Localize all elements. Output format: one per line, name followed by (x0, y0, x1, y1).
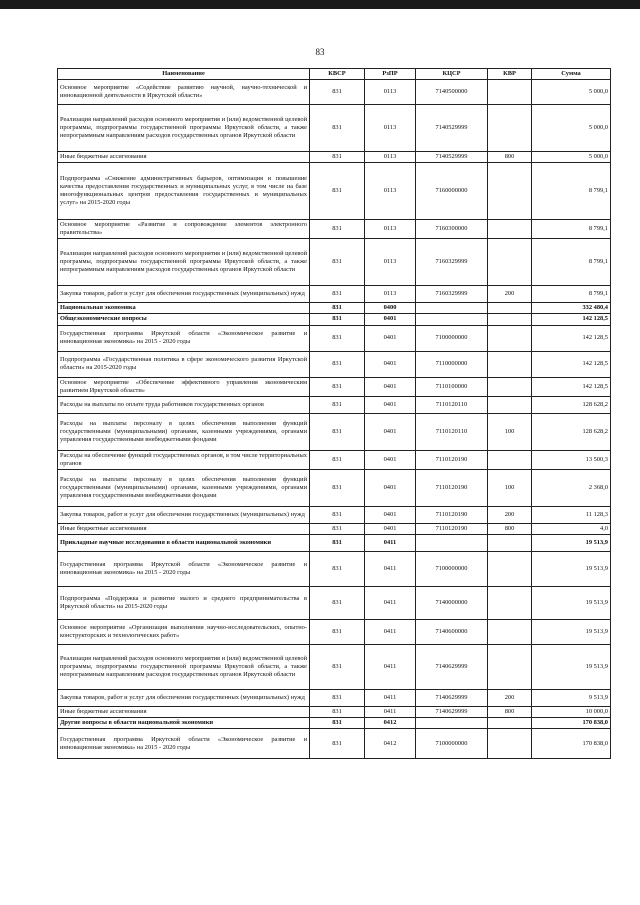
row-name: Реализация направлений расходов основного мероприятия и (или) ведомственной целевой программы, подпрограммы государственной программы Иркутской области, а также непрограммным направлениям расходов государственных органов Иркутской области (58, 239, 310, 286)
row-name: Иные бюджетные ассигнования (58, 707, 310, 718)
row-name: Подпрограмма «Государственная политика в сфере экономического развития Иркутской области» на 2015-2020 годы (58, 351, 310, 377)
row-name: Иные бюджетные ассигнования (58, 152, 310, 163)
row-kvsr: 831 (310, 239, 365, 286)
row-kcsr: 7110120190 (416, 450, 488, 469)
row-name: Основное мероприятие «Обеспечение эффективного управления экономическим развитием Иркутской области» (58, 377, 310, 396)
row-rzpr: 0401 (365, 506, 416, 523)
row-kvr (488, 620, 532, 645)
row-name: Общеэкономические вопросы (58, 314, 310, 325)
row-sum: 142 128,5 (532, 325, 611, 351)
row-kvsr: 831 (310, 80, 365, 105)
row-sum: 170 838,0 (532, 718, 611, 729)
table-row (58, 239, 611, 286)
row-sum: 13 500,3 (532, 450, 611, 469)
table-row (58, 152, 611, 163)
row-kvsr: 831 (310, 220, 365, 239)
row-kvr (488, 396, 532, 413)
row-kcsr: 7110120190 (416, 523, 488, 534)
row-kvsr: 831 (310, 396, 365, 413)
row-kcsr: 7110000000 (416, 351, 488, 377)
row-sum: 19 513,9 (532, 587, 611, 620)
header-name: Наименование (58, 69, 310, 80)
table-row (58, 718, 611, 729)
table-row (58, 552, 611, 587)
table-row (58, 286, 611, 303)
row-name: Закупка товаров, работ и услуг для обеспечения государственных (муниципальных) нужд (58, 286, 310, 303)
row-name: Иные бюджетные ассигнования (58, 523, 310, 534)
row-kvsr: 831 (310, 506, 365, 523)
row-sum: 142 128,5 (532, 377, 611, 396)
row-kvsr: 831 (310, 450, 365, 469)
row-kvr (488, 587, 532, 620)
row-name: Основное мероприятие «Организация выполнения научно-исследовательских, опытно-конструкторских и технологических работ» (58, 620, 310, 645)
table-row (58, 645, 611, 690)
row-kvsr: 831 (310, 523, 365, 534)
row-sum: 5 000,0 (532, 105, 611, 152)
row-kvsr: 831 (310, 620, 365, 645)
row-name: Реализация направлений расходов основного мероприятия и (или) ведомственной целевой программы, подпрограммы государственной программы Иркутской области, а также непрограммным направлениям расходов государственных органов Иркутской области (58, 105, 310, 152)
row-kcsr: 7140500000 (416, 80, 488, 105)
row-kcsr: 7160300000 (416, 220, 488, 239)
row-kvr (488, 80, 532, 105)
row-kcsr: 7140529999 (416, 105, 488, 152)
page-number: 83 (315, 47, 325, 57)
row-kcsr: 7140529999 (416, 152, 488, 163)
row-kvsr: 831 (310, 707, 365, 718)
row-name: Государственная программа Иркутской области «Экономическое развитие и инновационная экономика» на 2015 - 2020 годы (58, 729, 310, 759)
row-kvr (488, 729, 532, 759)
row-kvr (488, 552, 532, 587)
row-kvsr: 831 (310, 325, 365, 351)
row-name: Расходы на выплаты по оплате труда работников государственных органов (58, 396, 310, 413)
row-kvsr: 831 (310, 163, 365, 220)
row-kcsr: 7100000000 (416, 325, 488, 351)
row-rzpr: 0113 (365, 163, 416, 220)
row-rzpr: 0401 (365, 314, 416, 325)
row-kvsr: 831 (310, 729, 365, 759)
table-row (58, 220, 611, 239)
row-kvr (488, 163, 532, 220)
row-kvsr: 831 (310, 286, 365, 303)
row-rzpr: 0401 (365, 413, 416, 450)
row-sum: 19 513,9 (532, 535, 611, 552)
row-name: Основное мероприятие «Развитие и сопровождение элементов электронного правительства» (58, 220, 310, 239)
table-row (58, 535, 611, 552)
row-rzpr: 0400 (365, 303, 416, 314)
row-kcsr (416, 718, 488, 729)
row-rzpr: 0401 (365, 351, 416, 377)
row-kvsr: 831 (310, 377, 365, 396)
row-kvr: 800 (488, 707, 532, 718)
row-rzpr: 0113 (365, 80, 416, 105)
table-header-row (58, 69, 611, 80)
row-name: Закупка товаров, работ и услуг для обеспечения государственных (муниципальных) нужд (58, 690, 310, 707)
row-kvr (488, 105, 532, 152)
table-row (58, 413, 611, 450)
row-name: Государственная программа Иркутской области «Экономическое развитие и инновационная экономика» на 2015 - 2020 годы (58, 325, 310, 351)
row-kvsr: 831 (310, 314, 365, 325)
row-kvsr: 831 (310, 351, 365, 377)
row-sum: 8 799,1 (532, 220, 611, 239)
row-kvr (488, 535, 532, 552)
row-kvr: 800 (488, 523, 532, 534)
table-row (58, 523, 611, 534)
table-row (58, 469, 611, 506)
row-kcsr: 7100000000 (416, 729, 488, 759)
table-row (58, 450, 611, 469)
row-sum: 8 799,1 (532, 163, 611, 220)
row-kvr: 100 (488, 413, 532, 450)
row-kcsr: 7140629999 (416, 707, 488, 718)
header-sum: Сумма (532, 69, 611, 80)
row-kcsr: 7110120190 (416, 469, 488, 506)
row-kvr (488, 325, 532, 351)
row-rzpr: 0401 (365, 377, 416, 396)
row-kcsr (416, 314, 488, 325)
row-kvr (488, 450, 532, 469)
row-name: Государственная программа Иркутской области «Экономическое развитие и инновационная экономика» на 2015 - 2020 годы (58, 552, 310, 587)
row-kcsr: 7110120110 (416, 396, 488, 413)
row-sum: 332 480,4 (532, 303, 611, 314)
row-sum: 142 128,5 (532, 314, 611, 325)
row-kvr (488, 239, 532, 286)
row-kcsr: 7140629999 (416, 645, 488, 690)
table-row (58, 587, 611, 620)
row-rzpr: 0411 (365, 690, 416, 707)
row-kvsr: 831 (310, 469, 365, 506)
table-row (58, 314, 611, 325)
table-row (58, 351, 611, 377)
row-sum: 170 838,0 (532, 729, 611, 759)
table-row (58, 620, 611, 645)
row-rzpr: 0411 (365, 645, 416, 690)
row-kvr: 200 (488, 506, 532, 523)
row-sum: 128 628,2 (532, 413, 611, 450)
row-kvsr: 831 (310, 718, 365, 729)
row-rzpr: 0411 (365, 535, 416, 552)
scan-top-border (0, 0, 640, 9)
row-kvr (488, 220, 532, 239)
row-kvsr: 831 (310, 413, 365, 450)
row-rzpr: 0401 (365, 396, 416, 413)
table-row (58, 105, 611, 152)
row-kvsr: 831 (310, 303, 365, 314)
header-kvsr: КВСР (310, 69, 365, 80)
row-sum: 19 513,9 (532, 620, 611, 645)
row-sum: 11 128,3 (532, 506, 611, 523)
row-name: Прикладные научные исследования в области национальной экономики (58, 535, 310, 552)
row-kvsr: 831 (310, 645, 365, 690)
table-row (58, 80, 611, 105)
header-rzpr: РзПР (365, 69, 416, 80)
table-row (58, 325, 611, 351)
row-kcsr: 7140629999 (416, 690, 488, 707)
row-sum: 8 799,1 (532, 239, 611, 286)
row-name: Расходы на выплаты персоналу в целях обеспечения выполнения функций государственными (муниципальными) органами, казенными учреждениями, органами управления государственными внебюджетными фондами (58, 469, 310, 506)
row-sum: 19 513,9 (532, 645, 611, 690)
row-sum: 10 000,0 (532, 707, 611, 718)
row-name: Реализация направлений расходов основного мероприятия и (или) ведомственной целевой программы, подпрограммы государственной программы Иркутской области, а также непрограммным направлениям расходов государственных органов Иркутской области (58, 645, 310, 690)
table-row (58, 506, 611, 523)
row-kvsr: 831 (310, 587, 365, 620)
row-kvsr: 831 (310, 535, 365, 552)
row-name: Закупка товаров, работ и услуг для обеспечения государственных (муниципальных) нужд (58, 506, 310, 523)
row-kcsr (416, 535, 488, 552)
row-kcsr: 7160000000 (416, 163, 488, 220)
row-kvsr: 831 (310, 690, 365, 707)
row-kvr (488, 314, 532, 325)
row-sum: 5 000,0 (532, 80, 611, 105)
row-sum: 142 128,5 (532, 351, 611, 377)
row-rzpr: 0411 (365, 620, 416, 645)
table-row (58, 396, 611, 413)
row-kvr (488, 377, 532, 396)
row-kcsr: 7160329999 (416, 286, 488, 303)
row-kcsr: 7140600000 (416, 620, 488, 645)
table-row (58, 303, 611, 314)
row-kcsr: 7110100000 (416, 377, 488, 396)
row-rzpr: 0113 (365, 220, 416, 239)
row-rzpr: 0401 (365, 469, 416, 506)
row-sum: 128 628,2 (532, 396, 611, 413)
table-row (58, 707, 611, 718)
row-kvsr: 831 (310, 152, 365, 163)
row-rzpr: 0411 (365, 552, 416, 587)
row-kcsr: 7110120110 (416, 413, 488, 450)
row-kcsr: 7140000000 (416, 587, 488, 620)
row-kvr: 200 (488, 286, 532, 303)
row-rzpr: 0412 (365, 718, 416, 729)
row-sum: 9 513,9 (532, 690, 611, 707)
table-row (58, 729, 611, 759)
table-row (58, 377, 611, 396)
row-name: Подпрограмма «Снижение административных барьеров, оптимизация и повышение качества предоставления государственных и муниципальных услуг, в том числе на базе многофункциональных центров предоставления государственных и муниципальных услуг» на 2015-2020 годы (58, 163, 310, 220)
row-kcsr: 7160329999 (416, 239, 488, 286)
row-kvr (488, 645, 532, 690)
row-kvr (488, 303, 532, 314)
row-rzpr: 0401 (365, 325, 416, 351)
row-name: Расходы на выплаты персоналу в целях обеспечения выполнения функций государственными (муниципальными) органами, казенными учреждениями, органами управления государственными внебюджетными фондами (58, 413, 310, 450)
table-row (58, 690, 611, 707)
row-kvr: 200 (488, 690, 532, 707)
header-kcsr: КЦСР (416, 69, 488, 80)
row-rzpr: 0113 (365, 286, 416, 303)
row-name: Другие вопросы в области национальной экономики (58, 718, 310, 729)
row-kcsr: 7100000000 (416, 552, 488, 587)
row-kvr (488, 718, 532, 729)
row-name: Основное мероприятие «Содействие развитию научной, научно-технической и инновационной деятельности в Иркутской области» (58, 80, 310, 105)
row-sum: 2 368,0 (532, 469, 611, 506)
budget-table (57, 68, 611, 759)
row-rzpr: 0411 (365, 707, 416, 718)
row-rzpr: 0412 (365, 729, 416, 759)
row-rzpr: 0113 (365, 105, 416, 152)
row-rzpr: 0401 (365, 450, 416, 469)
row-name: Национальная экономика (58, 303, 310, 314)
row-kvsr: 831 (310, 105, 365, 152)
row-kvr: 100 (488, 469, 532, 506)
row-rzpr: 0411 (365, 587, 416, 620)
row-rzpr: 0113 (365, 152, 416, 163)
row-name: Расходы на обеспечение функций государственных органов, в том числе территориальных органов (58, 450, 310, 469)
row-kcsr: 7110120190 (416, 506, 488, 523)
table-row (58, 163, 611, 220)
row-rzpr: 0113 (365, 239, 416, 286)
row-sum: 4,0 (532, 523, 611, 534)
row-rzpr: 0401 (365, 523, 416, 534)
row-name: Подпрограмма «Поддержка и развитие малого и среднего предпринимательства в Иркутской области» на 2015-2020 годы (58, 587, 310, 620)
row-kvsr: 831 (310, 552, 365, 587)
row-sum: 5 000,0 (532, 152, 611, 163)
row-kvr: 800 (488, 152, 532, 163)
row-sum: 19 513,9 (532, 552, 611, 587)
row-kcsr (416, 303, 488, 314)
header-kvr: КВР (488, 69, 532, 80)
row-sum: 8 799,1 (532, 286, 611, 303)
row-kvr (488, 351, 532, 377)
